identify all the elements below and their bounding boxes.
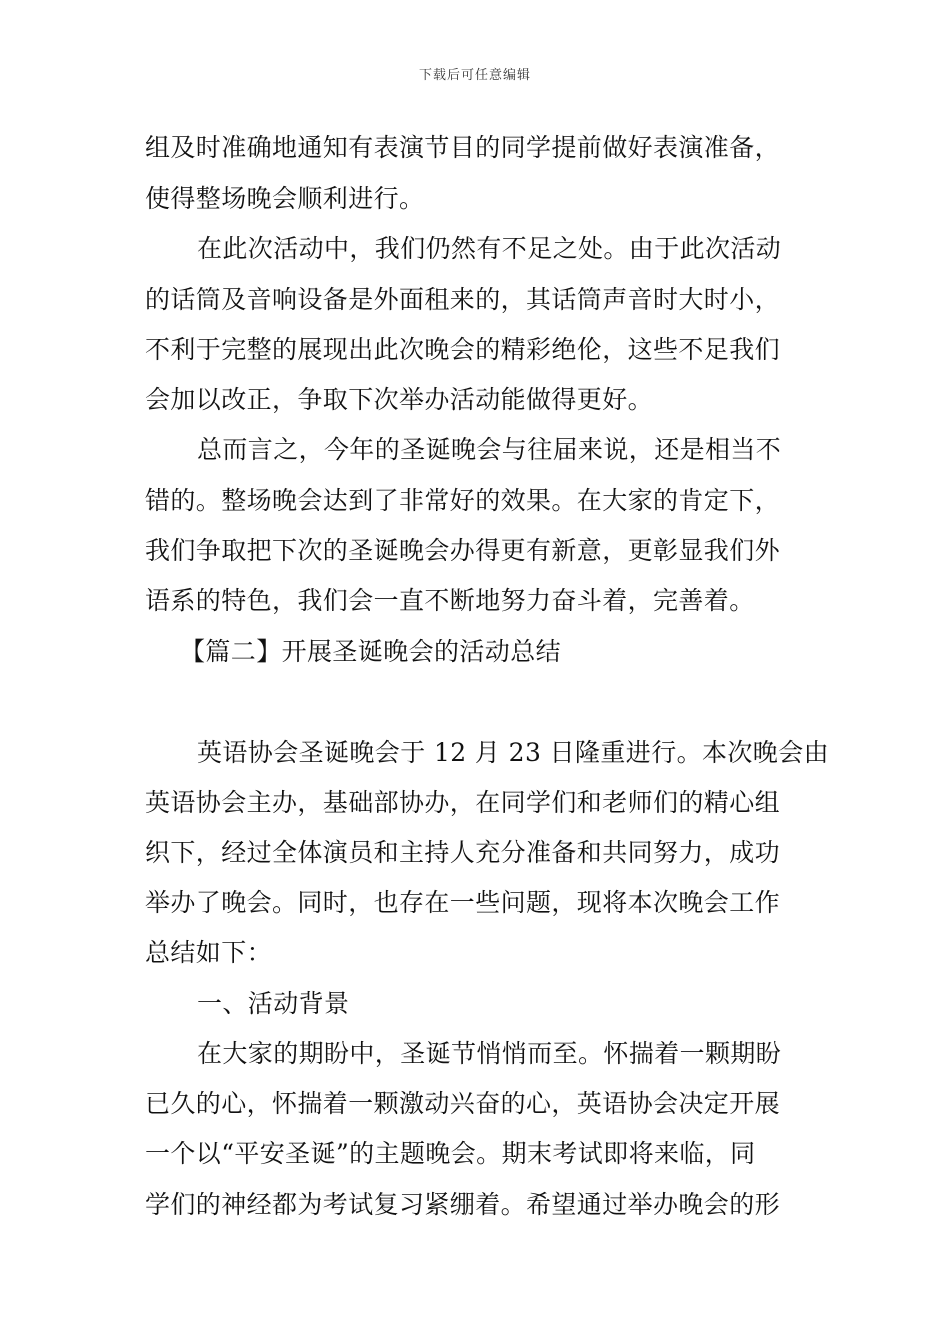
text-line: 组及时准确地通知有表演节目的同学提前做好表演准备， bbox=[145, 133, 781, 162]
text-line: 织下，经过全体演员和主持人充分准备和共同努力，成功 bbox=[145, 838, 781, 867]
paragraph-start: 在大家的期盼中，圣诞节悄悄而至。怀揣着一颗期盼 bbox=[197, 1039, 782, 1068]
text-line: 举办了晚会。同时，也存在一些问题，现将本次晚会工作 bbox=[145, 888, 781, 917]
text-line: 我们争取把下次的圣诞晚会办得更有新意，更彰显我们外 bbox=[145, 536, 781, 565]
text-line: 学们的神经都为考试复习紧绷着。希望通过举办晚会的形 bbox=[145, 1190, 781, 1219]
subsection-heading: 一、活动背景 bbox=[197, 989, 350, 1018]
page-header-note: 下载后可任意编辑 bbox=[418, 68, 531, 83]
text-line: 错的。整场晚会达到了非常好的效果。在大家的肯定下， bbox=[145, 486, 781, 515]
text-line: 使得整场晚会顺利进行。 bbox=[145, 184, 425, 213]
text-line: 一个以“平安圣诞”的主题晚会。期末考试即将来临，同 bbox=[145, 1139, 756, 1168]
text-line: 不利于完整的展现出此次晚会的精彩绝伦，这些不足我们 bbox=[145, 335, 781, 364]
text-line: 语系的特色，我们会一直不断地努力奋斗着，完善着。 bbox=[145, 586, 755, 615]
paragraph-start: 总而言之，今年的圣诞晚会与往届来说，还是相当不 bbox=[197, 435, 782, 464]
text-line: 会加以改正，争取下次举办活动能做得更好。 bbox=[145, 385, 654, 414]
text-line: 总结如下： bbox=[145, 938, 273, 967]
text-line: 英语协会主办，基础部协办，在同学们和老师们的精心组 bbox=[145, 788, 781, 817]
paragraph-start: 在此次活动中，我们仍然有不足之处。由于此次活动 bbox=[197, 234, 782, 263]
paragraph-start: 英语协会圣诞晚会于 12 月 23 日隆重进行。本次晚会由 bbox=[197, 738, 830, 767]
text-line: 的话筒及音响设备是外面租来的，其话筒声音时大时小， bbox=[145, 285, 781, 314]
text-line: 已久的心，怀揣着一颗激动兴奋的心，英语协会决定开展 bbox=[145, 1089, 781, 1118]
section-heading: 【篇二】开展圣诞晚会的活动总结 bbox=[180, 637, 562, 666]
